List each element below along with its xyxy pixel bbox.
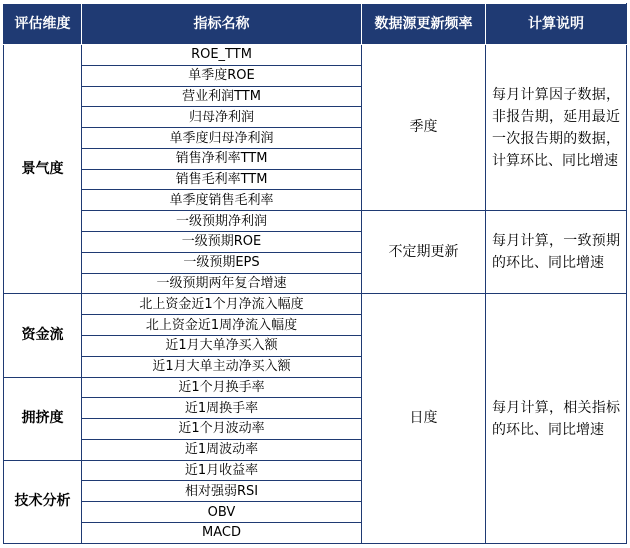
indicator-cell: 销售净利率TTM [82,148,362,169]
header-frequency: 数据源更新频率 [362,4,486,45]
indicator-cell: 一级预期ROE [82,232,362,253]
indicator-cell: 近1周换手率 [82,398,362,419]
header-description: 计算说明 [486,4,627,45]
frequency-cell: 季度 [362,45,486,211]
header-indicator: 指标名称 [82,4,362,45]
table-row [4,211,627,232]
indicator-cell: 近1月大单主动净买入额 [82,356,362,377]
indicator-cell: 归母净利润 [82,107,362,128]
indicator-cell: 北上资金近1个月净流入幅度 [82,294,362,315]
indicator-cell: 近1月收益率 [82,460,362,481]
indicator-cell: 一级预期EPS [82,252,362,273]
header-dimension: 评估维度 [4,4,82,45]
indicator-cell: 营业利润TTM [82,86,362,107]
indicator-cell: MACD [82,522,362,543]
indicator-cell: 北上资金近1周净流入幅度 [82,315,362,336]
indicator-cell: ROE_TTM [82,45,362,66]
indicator-cell: 单季度ROE [82,65,362,86]
indicator-cell: 近1月大单净买入额 [82,335,362,356]
description-cell: 每月计算，相关指标的环比、同比增速 [486,294,627,544]
table-row [4,45,627,66]
indicator-cell: 销售毛利率TTM [82,169,362,190]
indicator-cell: 一级预期两年复合增速 [82,273,362,294]
dimension-cell: 景气度 [4,45,82,294]
header-row [4,4,627,45]
description-cell: 每月计算，一致预期的环比、同比增速 [486,211,627,294]
description-cell: 每月计算因子数据，非报告期，延用最近一次报告期的数据，计算环比、同比增速 [486,45,627,211]
dimension-cell: 拥挤度 [4,377,82,460]
indicator-cell: 近1周波动率 [82,439,362,460]
indicator-cell: 单季度销售毛利率 [82,190,362,211]
indicator-cell: 单季度归母净利润 [82,128,362,149]
table-row [4,294,627,315]
indicator-cell: 相对强弱RSI [82,481,362,502]
indicator-cell: OBV [82,502,362,523]
indicator-table [3,3,627,544]
indicator-cell: 一级预期净利润 [82,211,362,232]
dimension-cell: 资金流 [4,294,82,377]
frequency-cell: 日度 [362,294,486,544]
indicator-cell: 近1个月波动率 [82,419,362,440]
dimension-cell: 技术分析 [4,460,82,543]
indicator-cell: 近1个月换手率 [82,377,362,398]
frequency-cell: 不定期更新 [362,211,486,294]
